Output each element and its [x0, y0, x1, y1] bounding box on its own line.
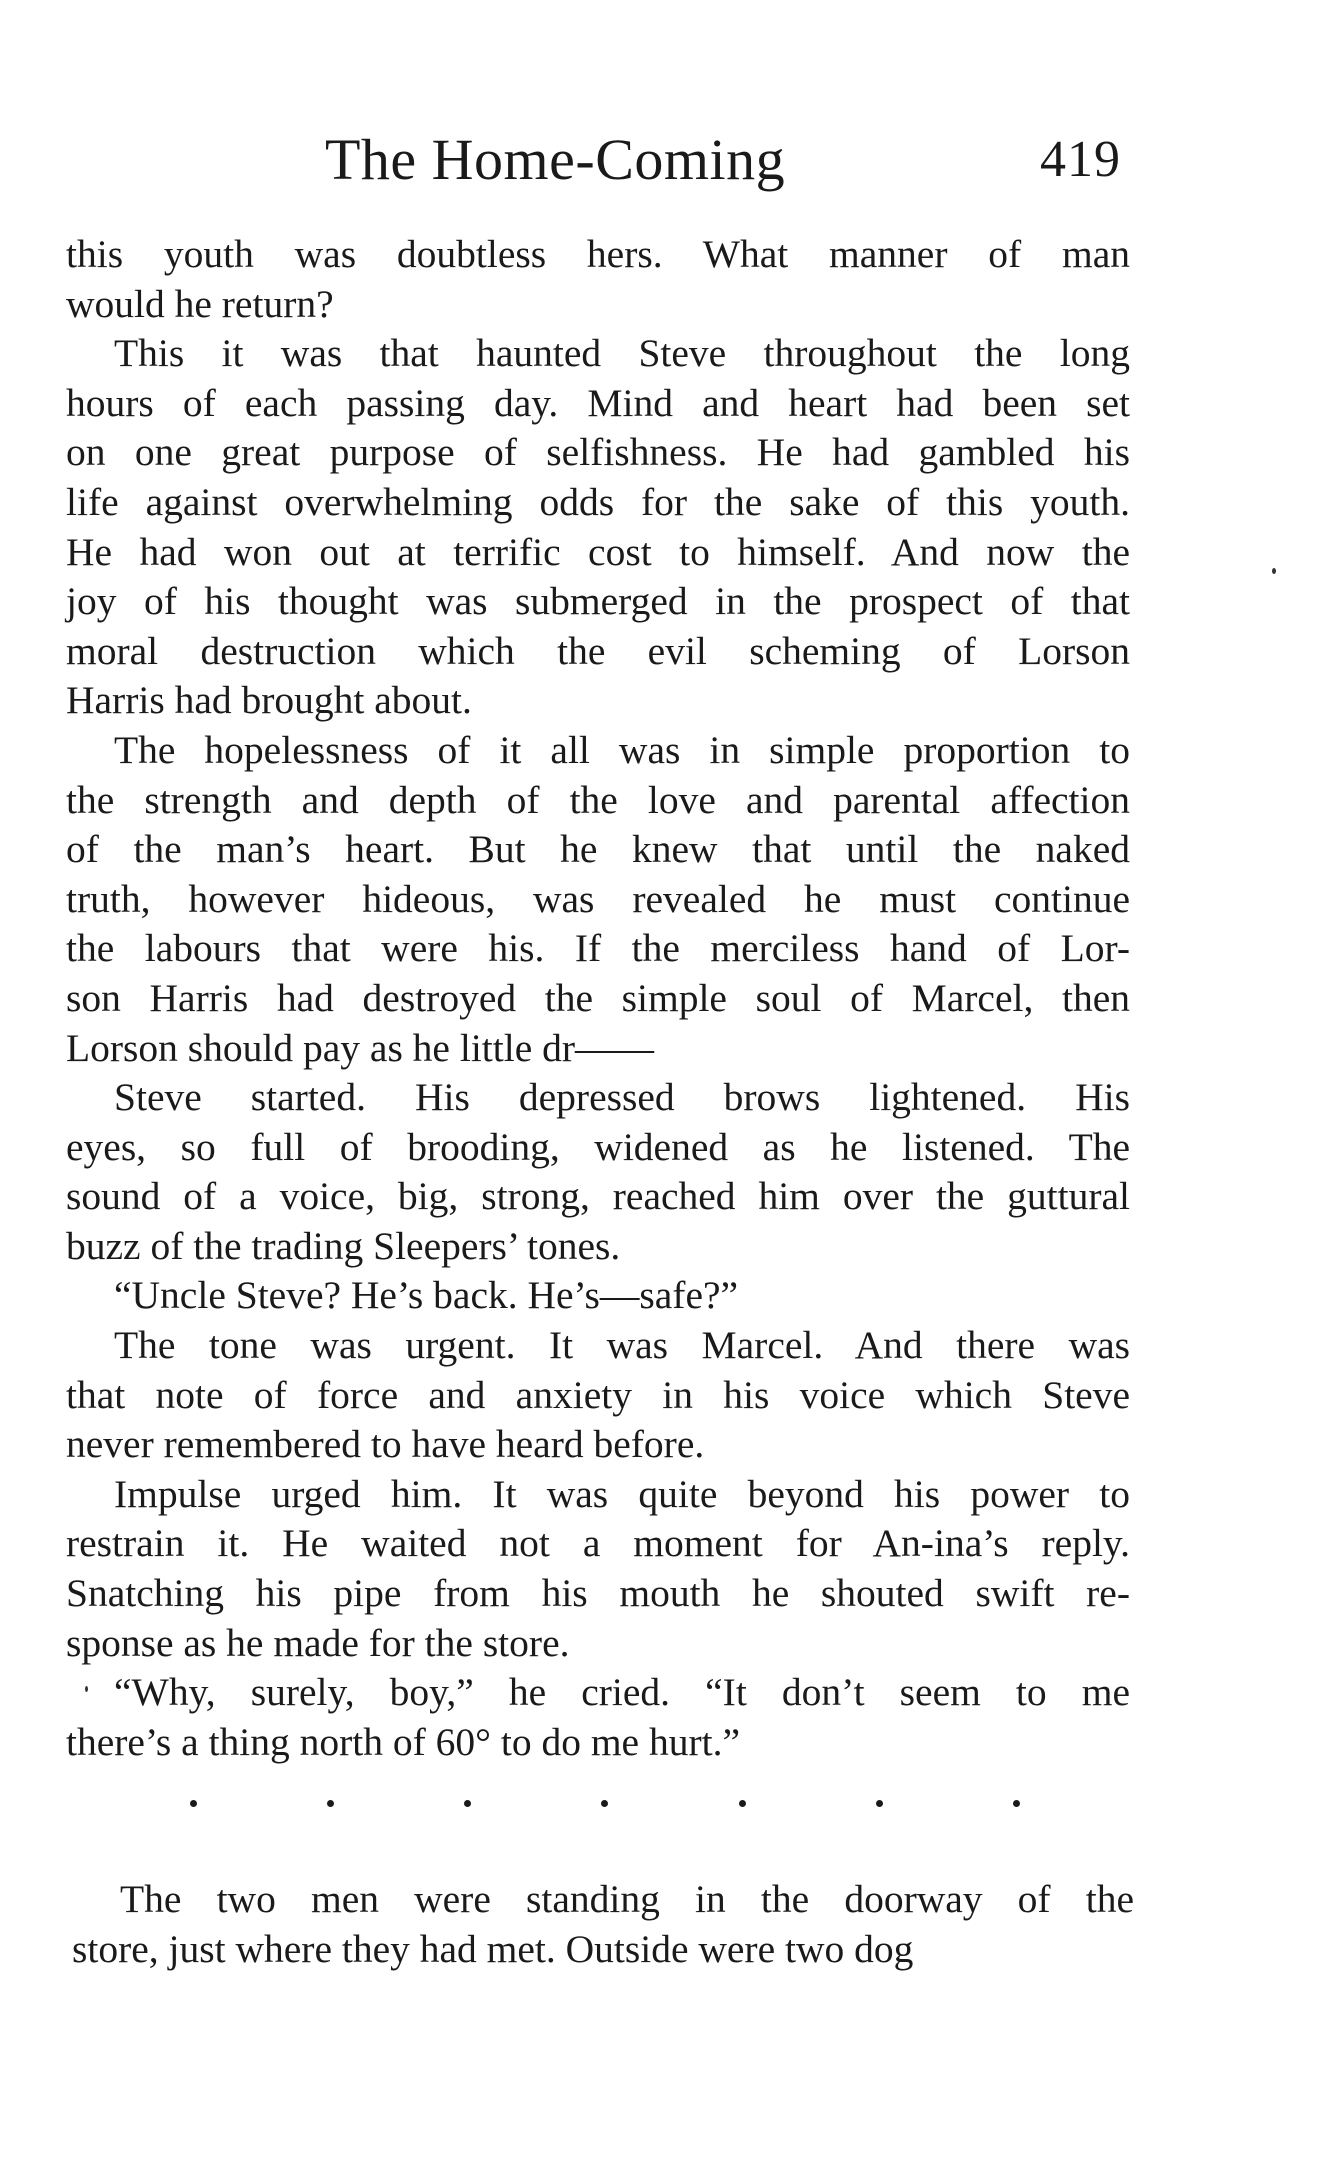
page-header	[0, 125, 1340, 195]
paragraph	[66, 1668, 1130, 1767]
text-line: store, just where they had met. Outside were two dog	[72, 1926, 914, 1971]
text-line: This it was that haunted Steve throughout the long	[114, 331, 1130, 376]
section-break-dot	[190, 1800, 197, 1807]
text-line: there’s a thing north of 60° to do me hurt.”	[66, 1719, 740, 1764]
paragraph	[72, 1875, 1134, 1974]
paragraph	[66, 1073, 1130, 1271]
section-break-dot	[876, 1800, 883, 1807]
text-line: never remembered to have heard before.	[66, 1422, 705, 1467]
text-line: Steve started. His depressed brows lightened. His	[114, 1075, 1130, 1120]
page-number: 419	[1040, 131, 1121, 188]
text-line: Lorson should pay as he little dr——	[66, 1025, 655, 1070]
text-line: moral destruction which the evil scheming of Lorson	[66, 628, 1130, 673]
text-line: son Harris had destroyed the simple soul of Marcel, then	[66, 975, 1130, 1020]
text-line: would he return?	[66, 281, 334, 326]
text-line: this youth was doubtless hers. What manner of man	[66, 232, 1130, 276]
section-break-dot	[1013, 1800, 1020, 1807]
text-line: hours of each passing day. Mind and heart had been set	[66, 380, 1130, 425]
text-line: “Why, surely, boy,” he cried. “It don’t seem to me	[114, 1670, 1130, 1715]
section-break-dot	[601, 1800, 608, 1807]
paragraph	[66, 1321, 1130, 1470]
text-line: eyes, so full of brooding, widened as he listened. The	[66, 1124, 1130, 1169]
text-line: on one great purpose of selfishness. He had gambled his	[66, 430, 1130, 475]
text-line: buzz of the trading Sleepers’ tones.	[66, 1223, 621, 1268]
running-title: The Home-Coming	[325, 127, 786, 192]
paragraph	[66, 1470, 1130, 1668]
text-line: The tone was urgent. It was Marcel. And there was	[114, 1323, 1130, 1368]
paragraph	[66, 329, 1130, 726]
paragraph	[66, 1271, 1130, 1321]
text-line: the labours that were his. If the merciless hand of Lor-	[66, 926, 1130, 971]
text-line: sponse as he made for the store.	[66, 1620, 570, 1665]
text-line: joy of his thought was submerged in the prospect of that	[66, 579, 1130, 624]
text-line: Impulse urged him. It was quite beyond his power to	[114, 1471, 1130, 1516]
text-line: Harris had brought about.	[66, 678, 472, 723]
text-line: truth, however hideous, was revealed he must continue	[66, 876, 1130, 921]
print-speck	[1272, 568, 1276, 574]
text-line: Snatching his pipe from his mouth he shouted swift re-	[66, 1571, 1130, 1616]
text-line: restrain it. He waited not a moment for An-ina’s reply.	[66, 1521, 1130, 1566]
section-break	[190, 1800, 1020, 1807]
paragraph	[66, 726, 1130, 1073]
text-line: “Uncle Steve? He’s back. He’s—safe?”	[114, 1273, 739, 1318]
section-break-dot	[327, 1800, 334, 1807]
text-line: the strength and depth of the love and parental affection	[66, 777, 1130, 822]
text-line: life against overwhelming odds for the sake of this youth.	[66, 479, 1130, 524]
text-line: He had won out at terrific cost to himself. And now the	[66, 529, 1130, 574]
closing-paragraph	[72, 1875, 1134, 1974]
text-line: The hopelessness of it all was in simple proportion to	[114, 727, 1130, 772]
text-line: The two men were standing in the doorway of the	[120, 1877, 1134, 1921]
text-line: that note of force and anxiety in his voice which Steve	[66, 1372, 1130, 1417]
body-text	[66, 230, 1130, 1767]
print-speck	[85, 1686, 88, 1692]
section-break-dot	[464, 1800, 471, 1807]
paragraph	[66, 230, 1130, 329]
text-line: of the man’s heart. But he knew that until the naked	[66, 827, 1130, 872]
section-break-dot	[739, 1800, 746, 1807]
text-line: sound of a voice, big, strong, reached him over the guttural	[66, 1174, 1130, 1219]
